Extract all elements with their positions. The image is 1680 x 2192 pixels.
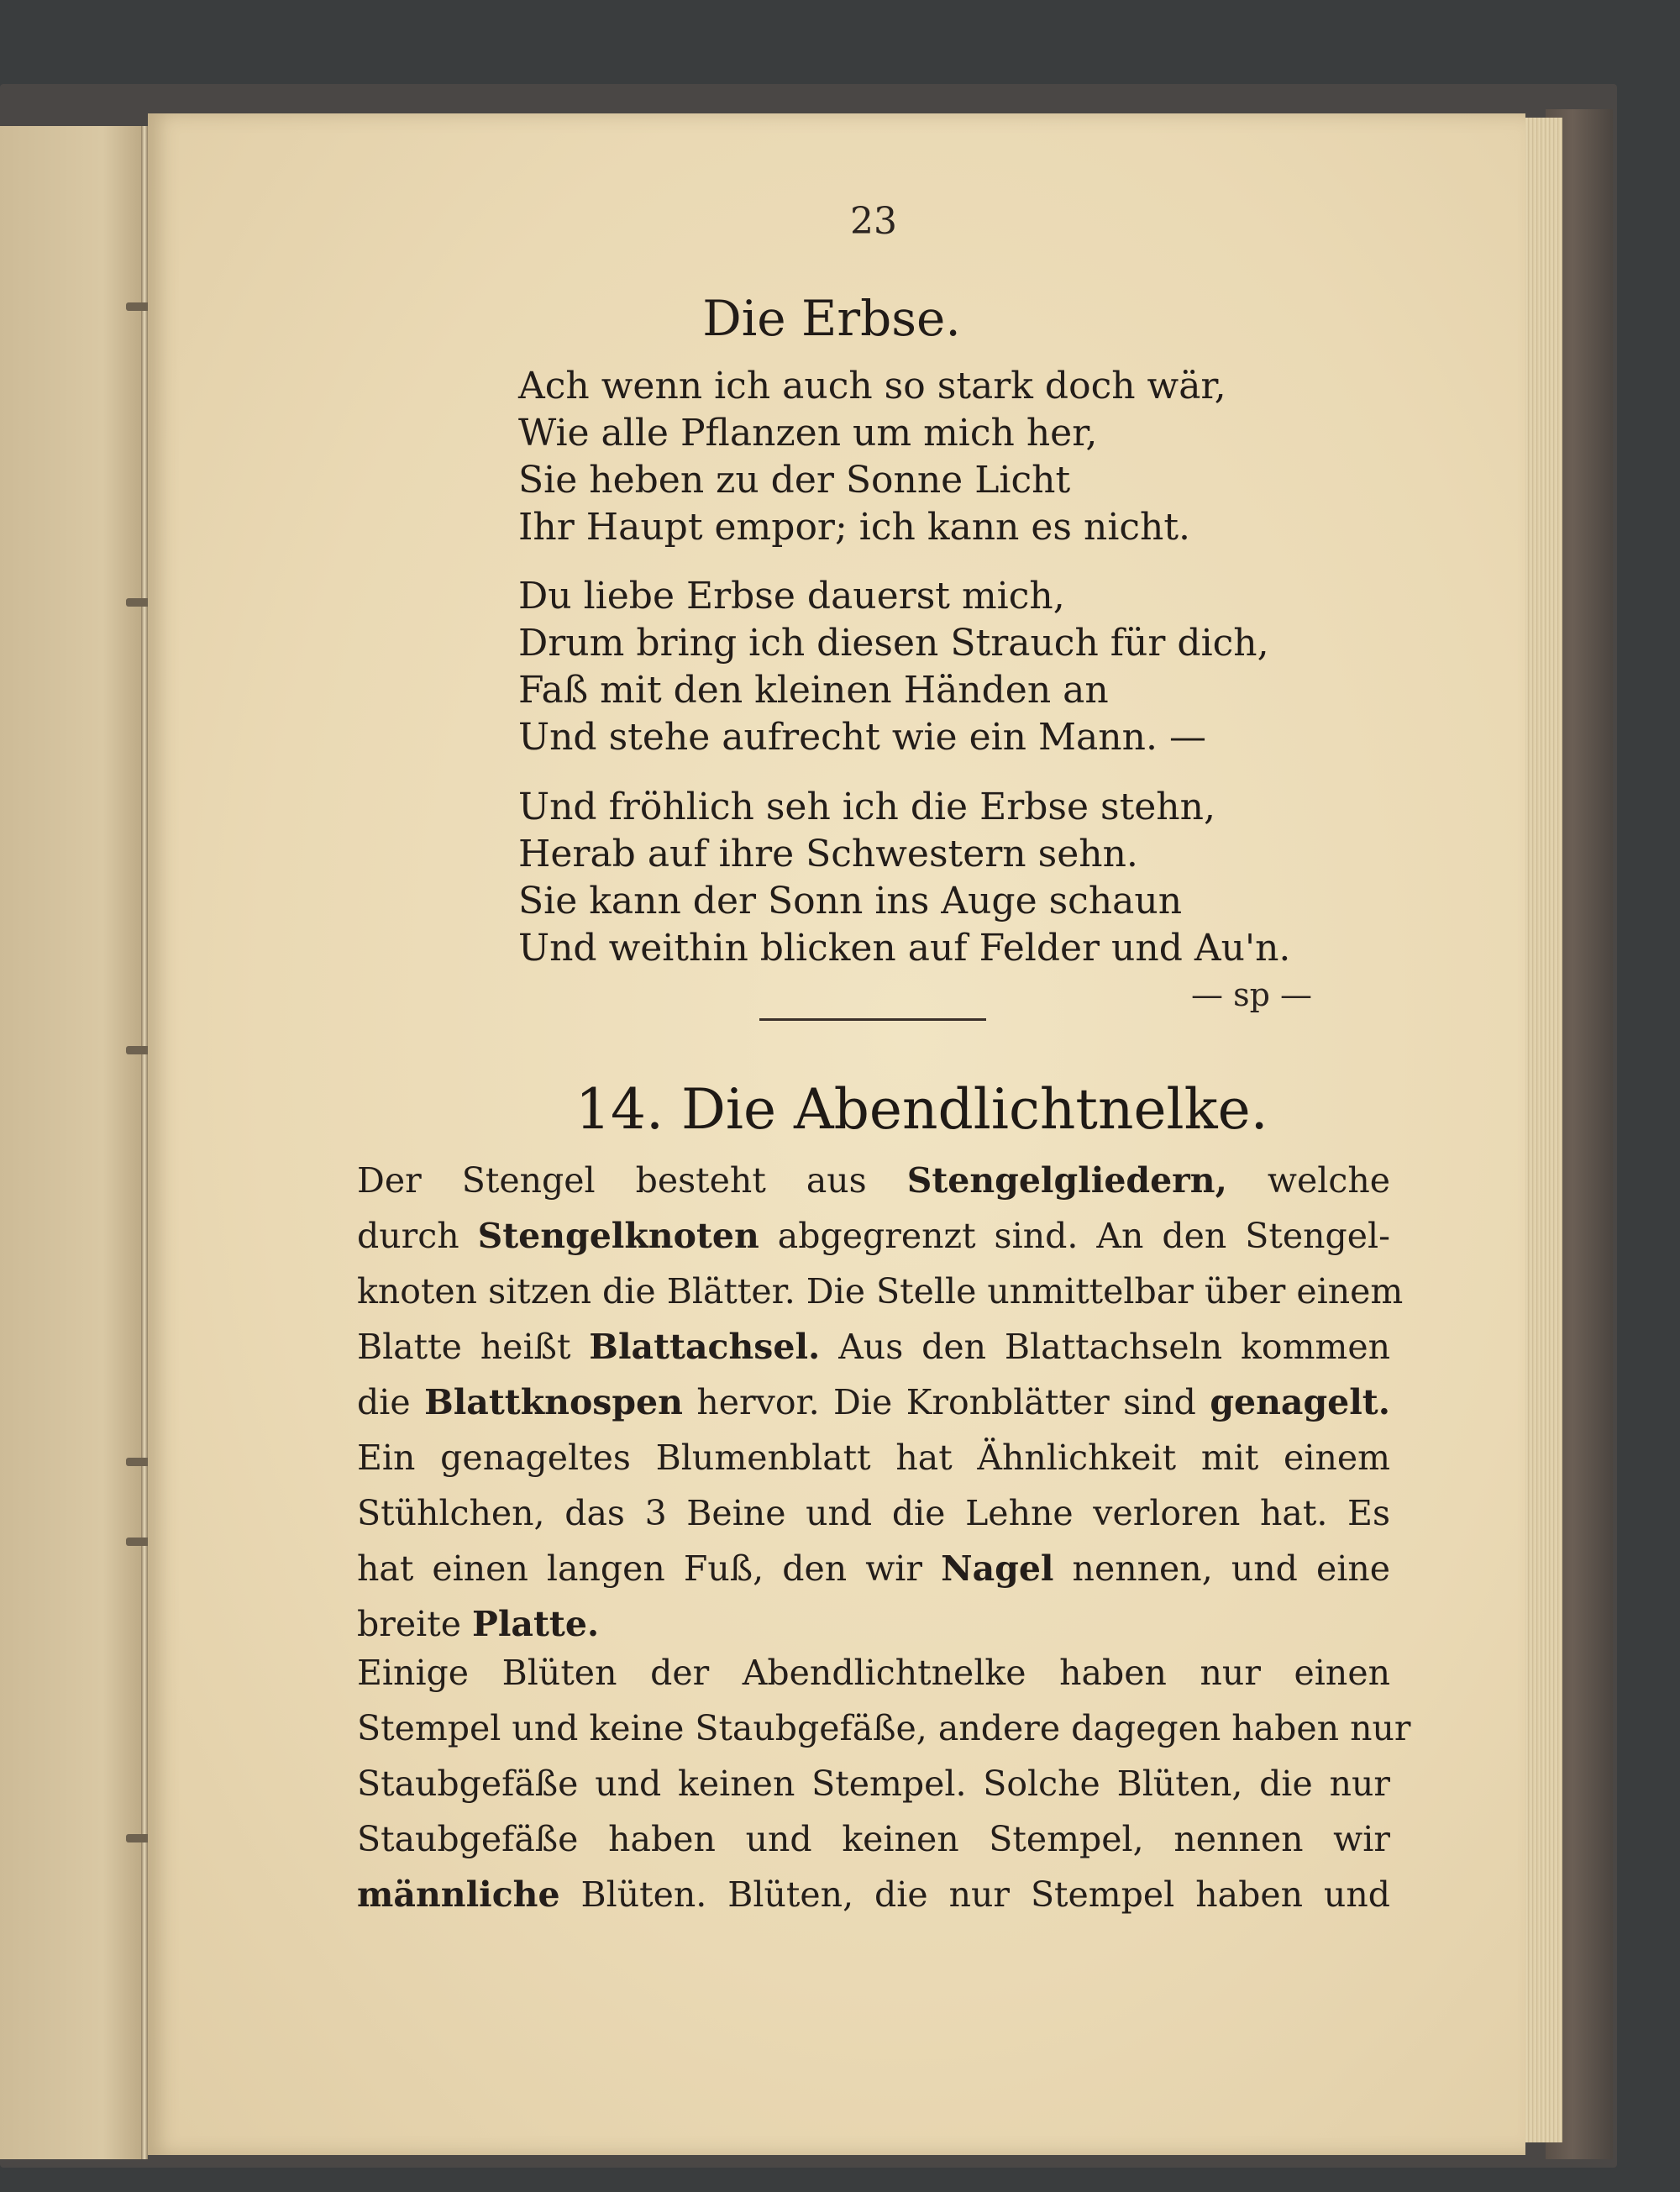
text-line: Stempel und keine Staubgefäße, andere dagegen haben nur xyxy=(357,1708,1411,1748)
poem-line: Ach wenn ich auch so stark doch wär, xyxy=(518,365,1226,407)
text-line: Stühlchen, das 3 Beine und die Lehne verloren hat. Es xyxy=(357,1493,1390,1533)
text-line: Ein genageltes Blumenblatt hat Ähnlichkeit mit einem xyxy=(357,1438,1390,1478)
previous-page-edge xyxy=(0,126,147,2159)
poem-line: Ihr Haupt empor; ich kann es nicht. xyxy=(518,506,1191,549)
paragraph-1 xyxy=(357,1153,1404,1652)
poem-author: — sp — xyxy=(1191,976,1312,1013)
poem-line: Drum bring ich diesen Strauch für dich, xyxy=(518,622,1269,665)
section-heading: 14. Die Abendlichtnelke. xyxy=(575,1077,1268,1142)
poem-line: Sie kann der Sonn ins Auge schaun xyxy=(518,880,1183,923)
poem-line: Und fröhlich seh ich die Erbse stehn, xyxy=(518,786,1215,828)
text-line: Blatte heißt Blattachsel. Aus den Blattachseln kommen xyxy=(357,1327,1390,1367)
poem-title: Die Erbse. xyxy=(702,290,961,347)
section-divider xyxy=(759,1018,986,1021)
text-line: hat einen langen Fuß, den wir Nagel nennen, und eine xyxy=(357,1548,1390,1589)
poem-line: Wie alle Pflanzen um mich her, xyxy=(518,412,1098,455)
text-line: Staubgefäße und keinen Stempel. Solche Blüten, die nur xyxy=(357,1764,1390,1804)
paragraph-2 xyxy=(357,1645,1411,1922)
poem-line: Du liebe Erbse dauerst mich, xyxy=(518,575,1065,618)
poem-line: Faß mit den kleinen Händen an xyxy=(518,669,1109,712)
page-number: 23 xyxy=(850,200,897,243)
poem-line: Und weithin blicken auf Felder und Au'n. xyxy=(518,927,1291,970)
text-line: männliche Blüten. Blüten, die nur Stempel haben und xyxy=(357,1874,1390,1915)
poem-stanza-3 xyxy=(518,784,1291,972)
poem-stanza-1 xyxy=(518,363,1274,551)
poem-line: Und stehe aufrecht wie ein Mann. — xyxy=(518,716,1206,759)
text-line: breite Platte. xyxy=(357,1604,600,1644)
poem-line: Herab auf ihre Schwestern sehn. xyxy=(518,833,1138,875)
text-line: knoten sitzen die Blätter. Die Stelle unmittelbar über einem xyxy=(357,1271,1404,1312)
text-line: Staubgefäße haben und keinen Stempel, nennen wir xyxy=(357,1819,1390,1859)
text-line: die Blattknospen hervor. Die Kronblätter sind genagelt. xyxy=(357,1382,1390,1422)
poem-line: Sie heben zu der Sonne Licht xyxy=(518,459,1071,502)
text-line: durch Stengelknoten abgegrenzt sind. An den Stengel- xyxy=(357,1216,1390,1256)
binding-thread xyxy=(141,126,148,2159)
poem-stanza-2 xyxy=(518,573,1274,761)
text-line: Der Stengel besteht aus Stengelgliedern, welche xyxy=(357,1160,1390,1201)
text-line: Einige Blüten der Abendlichtnelke haben nur einen xyxy=(357,1653,1390,1693)
